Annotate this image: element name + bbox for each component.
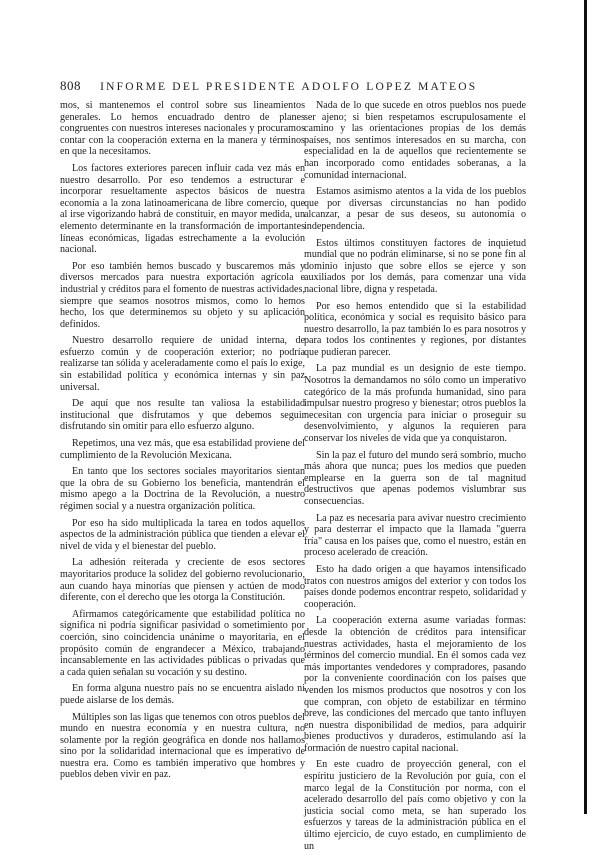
page-number: 808	[60, 78, 81, 93]
right-column	[304, 100, 526, 857]
paragraph: De aquí que nos resulte tan valiosa la estabilidad institucional que disfrutamos y que debemos seguir disfrutando sin omitir para ello esfuerzo alguno.	[60, 398, 305, 433]
paragraph: Estamos asimismo atentos a la vida de los pueblos que por diversas circunstancias no han podido alcanzar, a pesar de sus deseos, su autonomía o independencia.	[304, 186, 526, 232]
paragraph: Por eso ha sido multiplicada la tarea en todos aquellos aspectos de la administración pública que tienden a elevar el nivel de vida y el bienestar del pueblo.	[60, 517, 305, 552]
running-title: INFORME DEL PRESIDENTE ADOLFO LOPEZ MATEOS	[100, 81, 478, 93]
paragraph: Estos últimos constituyen factores de inquietud mundial que no podrán eliminarse, si no se pone fin al dominio injusto que sobre ellos se ejerce y son auxiliados por los demás, para comenzar una vida nacional libre, digna y respetada.	[304, 237, 526, 295]
paragraph: Por eso también hemos buscado y buscaremos más y diversos mercados para nuestra exportación agrícola e industrial y créditos para el fomento de nuestras actividades, siempre que seamos nosotros mismos, como lo hemos hecho, los que determinemos su objeto y su aplicación definidos.	[60, 260, 305, 330]
left-column	[60, 100, 305, 786]
paragraph: Afirmamos categóricamente que estabilidad política no significa ni podría significar pasividad o sometimiento por coerción, sino coincidencia unánime o mayoritaria, en el propósito común de engrandecer a México, trabajando incansablemente en las actividades públicas o privadas que a cada quien señalan su vocación y su destino.	[60, 608, 305, 678]
paragraph: Esto ha dado origen a que hayamos intensificado tratos con nuestros amigos del exterior y con todos los países donde podemos encontrar respeto, solidaridad y cooperación.	[304, 563, 526, 610]
paragraph: La paz es necesaria para avivar nuestro crecimiento y para desterrar el impacto que la llamada "guerra fría" causa en los países que, como el nuestro, están en proceso acelerado de creación.	[304, 512, 526, 559]
paragraph: Por eso hemos entendido que si la estabilidad política, económica y social es requisito básico para nuestro desarrollo, la paz también lo es para nosotros y para todos los continentes y regiones, por distantes que pudieran parecer.	[304, 300, 526, 358]
paragraph: Nuestro desarrollo requiere de unidad interna, de esfuerzo común y de cooperación exterior; no podría realizarse tan sólida y aceleradamente como el país lo exige, sin estabilidad política y económica internas y sin paz universal.	[60, 335, 305, 393]
running-header	[60, 78, 580, 94]
paragraph: mos, si mantenemos el control sobre sus lineamientos generales. Lo hemos encuadrado dentro de planes congruentes con nuestros intereses nacionales y procuramos contar con la cooperación externa en la manera y términos en que la necesitamos.	[60, 100, 305, 158]
paragraph: En forma alguna nuestro país no se encuentra aislado ni puede aislarse de los demás.	[60, 683, 305, 706]
paragraph: La paz mundial es un designio de este tiempo. Nosotros la demandamos no sólo como un imperativo categórico de la más profunda humanidad, sino para impulsar nuestro progreso y bienestar; otros pueblos la necesitan con urgencia para iniciar o proseguir su desenvolvimiento, y algunos la requieren para conservar los niveles de vida que ya conquistaron.	[304, 363, 526, 445]
paragraph: La cooperación externa asume variadas formas: desde la obtención de créditos para intensificar nuestras actividades, hasta el mejoramiento de los términos del comercio mundial. En él somos cada vez más importantes vendedores y compradores, pasando por la conveniente coordinación con los países que venden los mismos productos que nosotros y con los que compran, con objeto de estabilizar en término breve, las condiciones del mercado que tanto influyen en nuestra disponibilidad de medios, para adquirir bienes productivos y duraderos, estimulando así la formación de nuestro capital nacional.	[304, 615, 526, 754]
paragraph: Repetimos, una vez más, que esa estabilidad proviene del cumplimiento de la Revolución Mexicana.	[60, 438, 305, 461]
paragraph: Los factores exteriores parecen influir cada vez más en nuestro desarrollo. Por eso tendemos a estructurar e incorporar resueltamente aspectos básicos de nuestra economía a la zona latinoamericana de libre comercio, que al irse vigorizando habrá de constituir, en mayor medida, un elemento determinante en la transformación de importantes líneas económicas, ligadas estrechamente a la evolución nacional.	[60, 162, 305, 256]
paragraph: La adhesión reiterada y creciente de esos sectores mayoritarios produce la solidez del gobierno revolucionario, aun cuando haya minorías que piensen y actúen de modo diferente, con el derecho que les otorga la Constitución.	[60, 557, 305, 604]
page-edge-rule	[584, 0, 587, 814]
paragraph: En tanto que los sectores sociales mayoritarios sientan que la obra de su Gobierno los beneficia, mantendrán el mismo apego a la Doctrina de la Revolución, a nuestro régimen social y a nuestra organización política.	[60, 466, 305, 512]
paragraph: Nada de lo que sucede en otros pueblos nos puede ser ajeno; si bien respetamos escrupulosamente el camino y las orientaciones propias de los demás países, nos sentimos interesados en su marcha, con especialidad en la de aquellos que recientemente se han incorporado como entidades soberanas, a la comunidad internacional.	[304, 100, 526, 181]
paragraph: Múltiples son las ligas que tenemos con otros pueblos del mundo en nuestra economía y en nuestra cultura, no solamente por la región geográfica en donde nos hallamos sino por la solidaridad internacional que es imperativo de nuestra era. Como es también imperativo que hombres y pueblos deben vivir en paz.	[60, 711, 305, 781]
paragraph: Sin la paz el futuro del mundo será sombrío, mucho más ahora que nunca; pues los medios que pueden emplearse en la guerra son de tal magnitud destructivos que apenas podemos vislumbrar sus consecuencias.	[304, 449, 526, 507]
paragraph: En este cuadro de proyección general, con el espíritu justiciero de la Revolución por guía, con el marco legal de la Constitución por norma, con el acelerado desarrollo del país como objetivo y con la justicia social como meta, se han superado los esfuerzos y tareas de la administración pública en el último ejercicio, de cuyo estado, en cumplimiento de un	[304, 759, 526, 852]
